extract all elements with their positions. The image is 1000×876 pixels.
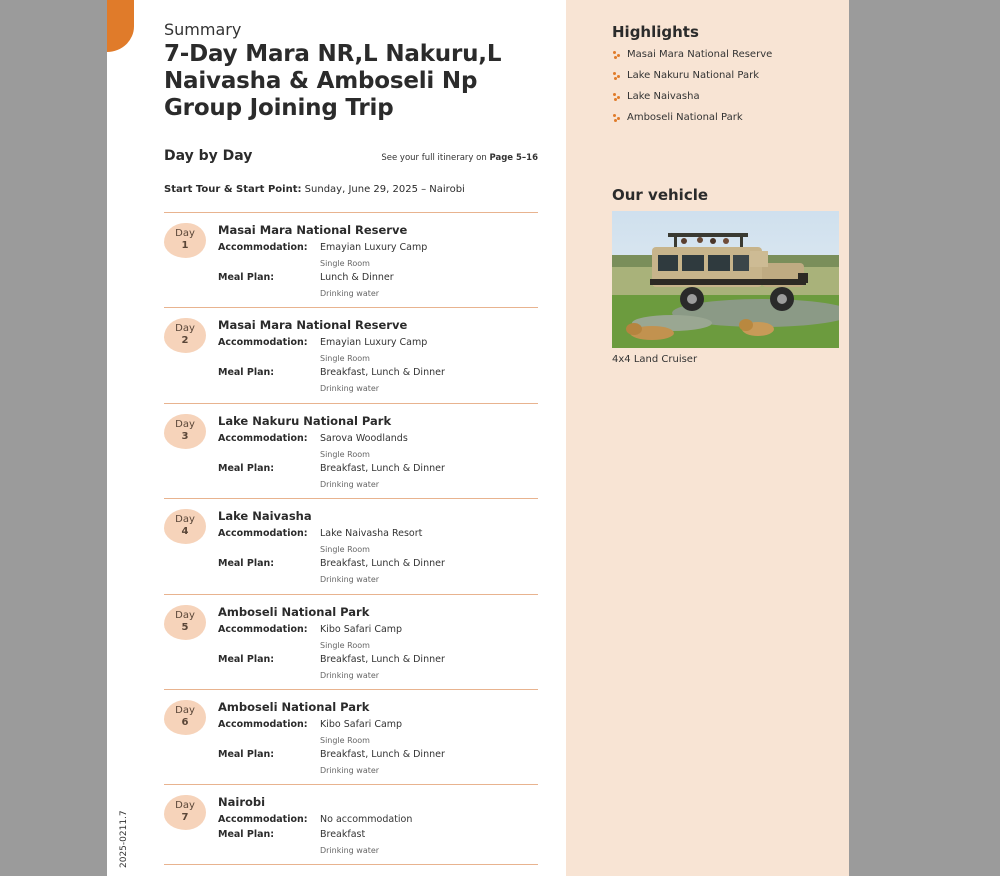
accommodation-label: Accommodation: bbox=[218, 528, 308, 540]
vehicle-caption: 4x4 Land Cruiser bbox=[612, 354, 698, 365]
meal-plan-label: Meal Plan: bbox=[218, 462, 275, 474]
day-badge-label: Day bbox=[175, 323, 195, 335]
highlight-text: Lake Naivasha bbox=[627, 91, 700, 102]
vehicle-title: Our vehicle bbox=[612, 186, 709, 204]
day-badge bbox=[164, 509, 206, 544]
day-place: Lake Nakuru National Park bbox=[218, 413, 392, 428]
meal-extra: Drinking water bbox=[320, 384, 380, 394]
accommodation-value: Emayian Luxury Camp bbox=[320, 337, 428, 349]
itinerary-pages: Page 5–16 bbox=[489, 153, 538, 163]
day-badge-label: Day bbox=[175, 514, 195, 526]
room-type: Single Room bbox=[320, 735, 370, 745]
meal-extra: Drinking water bbox=[320, 670, 380, 680]
meal-plan-label: Meal Plan: bbox=[218, 653, 275, 665]
meal-extra: Drinking water bbox=[320, 479, 380, 489]
bullet-icon bbox=[613, 51, 621, 59]
day-number: 3 bbox=[181, 430, 189, 442]
summary-label: Summary bbox=[164, 20, 242, 39]
highlights-list bbox=[612, 49, 772, 133]
start-tour bbox=[164, 184, 465, 195]
accommodation-value: Sarova Woodlands bbox=[320, 432, 408, 444]
day-number: 7 bbox=[181, 812, 189, 824]
meal-plan-value: Breakfast, Lunch & Dinner bbox=[320, 653, 445, 665]
accommodation-value: Kibo Safari Camp bbox=[320, 718, 403, 730]
day-badge-label: Day bbox=[175, 800, 195, 812]
room-type: Single Room bbox=[320, 545, 370, 555]
meal-plan-value: Breakfast bbox=[320, 829, 366, 841]
accommodation-label: Accommodation: bbox=[218, 337, 308, 349]
bullet-icon bbox=[613, 114, 621, 122]
day-entry bbox=[164, 403, 538, 498]
highlight-item bbox=[612, 91, 772, 112]
start-tour-value: Sunday, June 29, 2025 – Nairobi bbox=[304, 184, 465, 195]
day-place: Amboseli National Park bbox=[218, 604, 370, 619]
day-badge-label: Day bbox=[175, 704, 195, 716]
day-badge bbox=[164, 223, 206, 258]
day-place: Amboseli National Park bbox=[218, 699, 370, 714]
bullet-icon bbox=[613, 72, 621, 80]
accommodation-label: Accommodation: bbox=[218, 718, 308, 730]
day-badge-label: Day bbox=[175, 418, 195, 430]
meal-plan-label: Meal Plan: bbox=[218, 367, 275, 379]
day-badge bbox=[164, 700, 206, 735]
meal-extra: Drinking water bbox=[320, 575, 380, 585]
day-entry bbox=[164, 307, 538, 402]
meal-extra: Drinking water bbox=[320, 765, 380, 775]
day-entry bbox=[164, 212, 538, 307]
accommodation-label: Accommodation: bbox=[218, 814, 308, 826]
room-type: Single Room bbox=[320, 354, 370, 364]
room-type: Single Room bbox=[320, 640, 370, 650]
day-number: 1 bbox=[181, 240, 189, 251]
document-code: 2025-0211.7 bbox=[119, 810, 129, 868]
day-badge bbox=[164, 318, 206, 353]
accommodation-value: Emayian Luxury Camp bbox=[320, 242, 428, 253]
accommodation-label: Accommodation: bbox=[218, 623, 308, 635]
sidebar bbox=[566, 0, 849, 876]
day-number: 2 bbox=[181, 335, 189, 347]
day-number: 4 bbox=[181, 526, 189, 538]
corner-accent bbox=[107, 0, 134, 52]
itinerary-prefix: See your full itinerary on bbox=[381, 153, 487, 163]
itinerary-reference bbox=[381, 153, 538, 163]
accommodation-value: Kibo Safari Camp bbox=[320, 623, 403, 635]
trip-title: 7-Day Mara NR,L Nakuru,L Naivasha & Amboseli Np Group Joining Trip bbox=[164, 41, 502, 121]
meal-extra: Drinking water bbox=[320, 846, 380, 856]
accommodation-label: Accommodation: bbox=[218, 432, 308, 444]
highlights-title: Highlights bbox=[612, 23, 699, 41]
day-badge bbox=[164, 605, 206, 640]
meal-plan-label: Meal Plan: bbox=[218, 829, 275, 841]
bullet-icon bbox=[613, 93, 621, 101]
accommodation-value: Lake Naivasha Resort bbox=[320, 528, 423, 540]
meal-plan-value: Breakfast, Lunch & Dinner bbox=[320, 558, 445, 570]
accommodation-label: Accommodation: bbox=[218, 242, 308, 253]
day-entry bbox=[164, 498, 538, 593]
meal-plan-value: Breakfast, Lunch & Dinner bbox=[320, 367, 445, 379]
day-place: Lake Naivasha bbox=[218, 509, 312, 524]
day-entry bbox=[164, 689, 538, 784]
day-badge-label: Day bbox=[175, 228, 195, 239]
day-place: Nairobi bbox=[218, 795, 266, 810]
meal-plan-value: Breakfast, Lunch & Dinner bbox=[320, 748, 445, 760]
highlight-item bbox=[612, 112, 772, 133]
meal-plan-label: Meal Plan: bbox=[218, 272, 275, 283]
start-tour-label: Start Tour & Start Point: bbox=[164, 184, 302, 195]
room-type: Single Room bbox=[320, 259, 370, 268]
room-type: Single Room bbox=[320, 449, 370, 459]
vehicle-photo bbox=[612, 211, 839, 348]
day-place: Masai Mara National Reserve bbox=[218, 318, 408, 333]
day-badge bbox=[164, 795, 206, 830]
day-number: 6 bbox=[181, 716, 189, 728]
day-badge-label: Day bbox=[175, 609, 195, 621]
highlight-text: Lake Nakuru National Park bbox=[627, 70, 759, 81]
meal-plan-label: Meal Plan: bbox=[218, 748, 275, 760]
meal-plan-label: Meal Plan: bbox=[218, 558, 275, 570]
day-number: 5 bbox=[181, 621, 189, 633]
meal-plan-value: Breakfast, Lunch & Dinner bbox=[320, 462, 445, 474]
meal-extra: Drinking water bbox=[320, 289, 380, 298]
meal-plan-value: Lunch & Dinner bbox=[320, 272, 394, 283]
day-entry bbox=[164, 594, 538, 689]
accommodation-value: No accommodation bbox=[320, 814, 413, 826]
highlight-text: Masai Mara National Reserve bbox=[627, 49, 773, 60]
day-by-day-title: Day by Day bbox=[164, 148, 253, 164]
highlight-text: Amboseli National Park bbox=[627, 112, 743, 123]
day-place: Masai Mara National Reserve bbox=[218, 223, 408, 237]
highlight-item bbox=[612, 49, 772, 70]
day-badge bbox=[164, 414, 206, 449]
highlight-item bbox=[612, 70, 772, 91]
day-list bbox=[164, 212, 538, 865]
document-page bbox=[107, 0, 849, 876]
day-entry bbox=[164, 784, 538, 865]
